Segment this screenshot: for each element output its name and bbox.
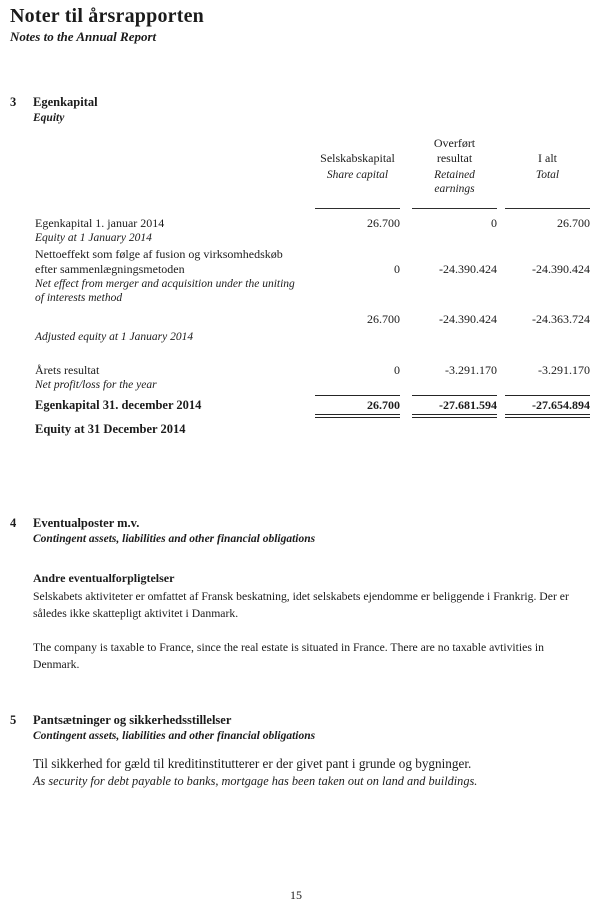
- section-5: [10, 713, 590, 789]
- column-header-total: [497, 133, 590, 200]
- col-retained-da: Overført resultat: [433, 136, 476, 165]
- row-label-da: Nettoeffekt som følge af fusion og virksomhedskøb efter sammenlægningsmetoden: [35, 246, 283, 276]
- table-row-net-result: [35, 363, 590, 393]
- section-4-title: Eventualposter m.v.: [33, 516, 140, 530]
- column-header-retained-earnings: [400, 133, 497, 200]
- value-total: -24.363.724: [532, 311, 590, 326]
- col-retained-en: Retained earnings: [434, 169, 475, 195]
- column-rule: [315, 208, 400, 209]
- section-4: [10, 516, 590, 673]
- row-label-en: Equity at 1 January 2014: [35, 232, 152, 244]
- section-4-number: 4: [10, 516, 17, 530]
- value-retained-earnings: -3.291.170: [445, 363, 497, 377]
- section-5-title: Pantsætninger og sikkerhedsstillelser: [33, 713, 232, 727]
- mortgage-body-da: Til sikkerhed for gæld til kreditinstitutterer er der givet pant i grunde og bygninger.: [33, 756, 472, 771]
- section-3-number: 3: [10, 95, 17, 109]
- value-total: -24.390.424: [532, 261, 590, 276]
- column-header-share-capital: [315, 133, 400, 200]
- section-5-subtitle: Contingent assets, liabilities and other financial obligations: [33, 730, 316, 742]
- section-3-subtitle: Equity: [33, 112, 65, 124]
- value-retained-earnings: -27.681.594: [412, 395, 497, 418]
- section-3-heading: [10, 95, 590, 125]
- page-title: Noter til årsrapporten: [10, 5, 204, 27]
- value-share-capital: 26.700: [315, 395, 400, 418]
- adjusted-equity-label: Adjusted equity at 1 January 2014: [35, 330, 194, 343]
- row-label-da: Egenkapital 31. december 2014: [35, 397, 202, 412]
- col-total-en: Total: [535, 169, 560, 181]
- header-underline-row: [35, 208, 590, 209]
- value-total: -3.291.170: [538, 363, 590, 377]
- section-5-number: 5: [10, 713, 17, 727]
- row-label-en: Net effect from merger and acquisition under the uniting of interests method: [35, 277, 295, 304]
- closing-equity-label-en: Equity at 31 December 2014: [35, 421, 186, 436]
- equity-table: [35, 133, 590, 437]
- contingencies-body-da: Selskabets aktiviteter er omfattet af Fransk beskatning, idet selskabets ejendomme er beliggende i Frankrig. Der er således ikke skattepligt aktivitet i Danmark.: [33, 590, 569, 620]
- value-share-capital: 0: [394, 363, 400, 377]
- table-row-adjusted-equity: [35, 312, 590, 327]
- value-retained-earnings: -24.390.424: [439, 311, 497, 326]
- page-subtitle: Notes to the Annual Report: [10, 29, 157, 44]
- value-share-capital: 0: [394, 261, 400, 276]
- table-row-merger-effect: [35, 247, 590, 306]
- table-header-row: [35, 133, 590, 200]
- page-number: 15: [290, 888, 302, 902]
- value-share-capital: 26.700: [367, 311, 400, 326]
- value-total: -27.654.894: [505, 395, 590, 418]
- row-label-da: Årets resultat: [35, 363, 100, 377]
- contingencies-body-en: The company is taxable to France, since the real estate is situated in France. There are no taxable avtivities in Denmark.: [33, 641, 544, 671]
- table-row-opening-equity: [35, 216, 590, 246]
- value-retained-earnings: 0: [491, 216, 497, 230]
- value-share-capital: 26.700: [367, 216, 400, 230]
- contingencies-subheading: Andre eventualforpligtelser: [33, 571, 175, 585]
- value-retained-earnings: -24.390.424: [439, 261, 497, 276]
- col-total-da: I alt: [538, 151, 557, 165]
- document-header: [10, 5, 204, 44]
- section-3-title: Egenkapital: [33, 95, 98, 109]
- col-share-da: Selskabskapital: [320, 151, 395, 165]
- table-row-closing-equity: [35, 395, 590, 418]
- row-label-da: Egenkapital 1. januar 2014: [35, 216, 165, 230]
- col-share-en: Share capital: [326, 169, 389, 181]
- mortgage-body-en: As security for debt payable to banks, mortgage has been taken out on land and buildings.: [33, 774, 478, 788]
- value-total: 26.700: [557, 216, 590, 230]
- section-4-subtitle: Contingent assets, liabilities and other financial obligations: [33, 533, 316, 545]
- column-rule: [412, 208, 497, 209]
- column-rule: [505, 208, 590, 209]
- row-label-en: Net profit/loss for the year: [35, 379, 157, 391]
